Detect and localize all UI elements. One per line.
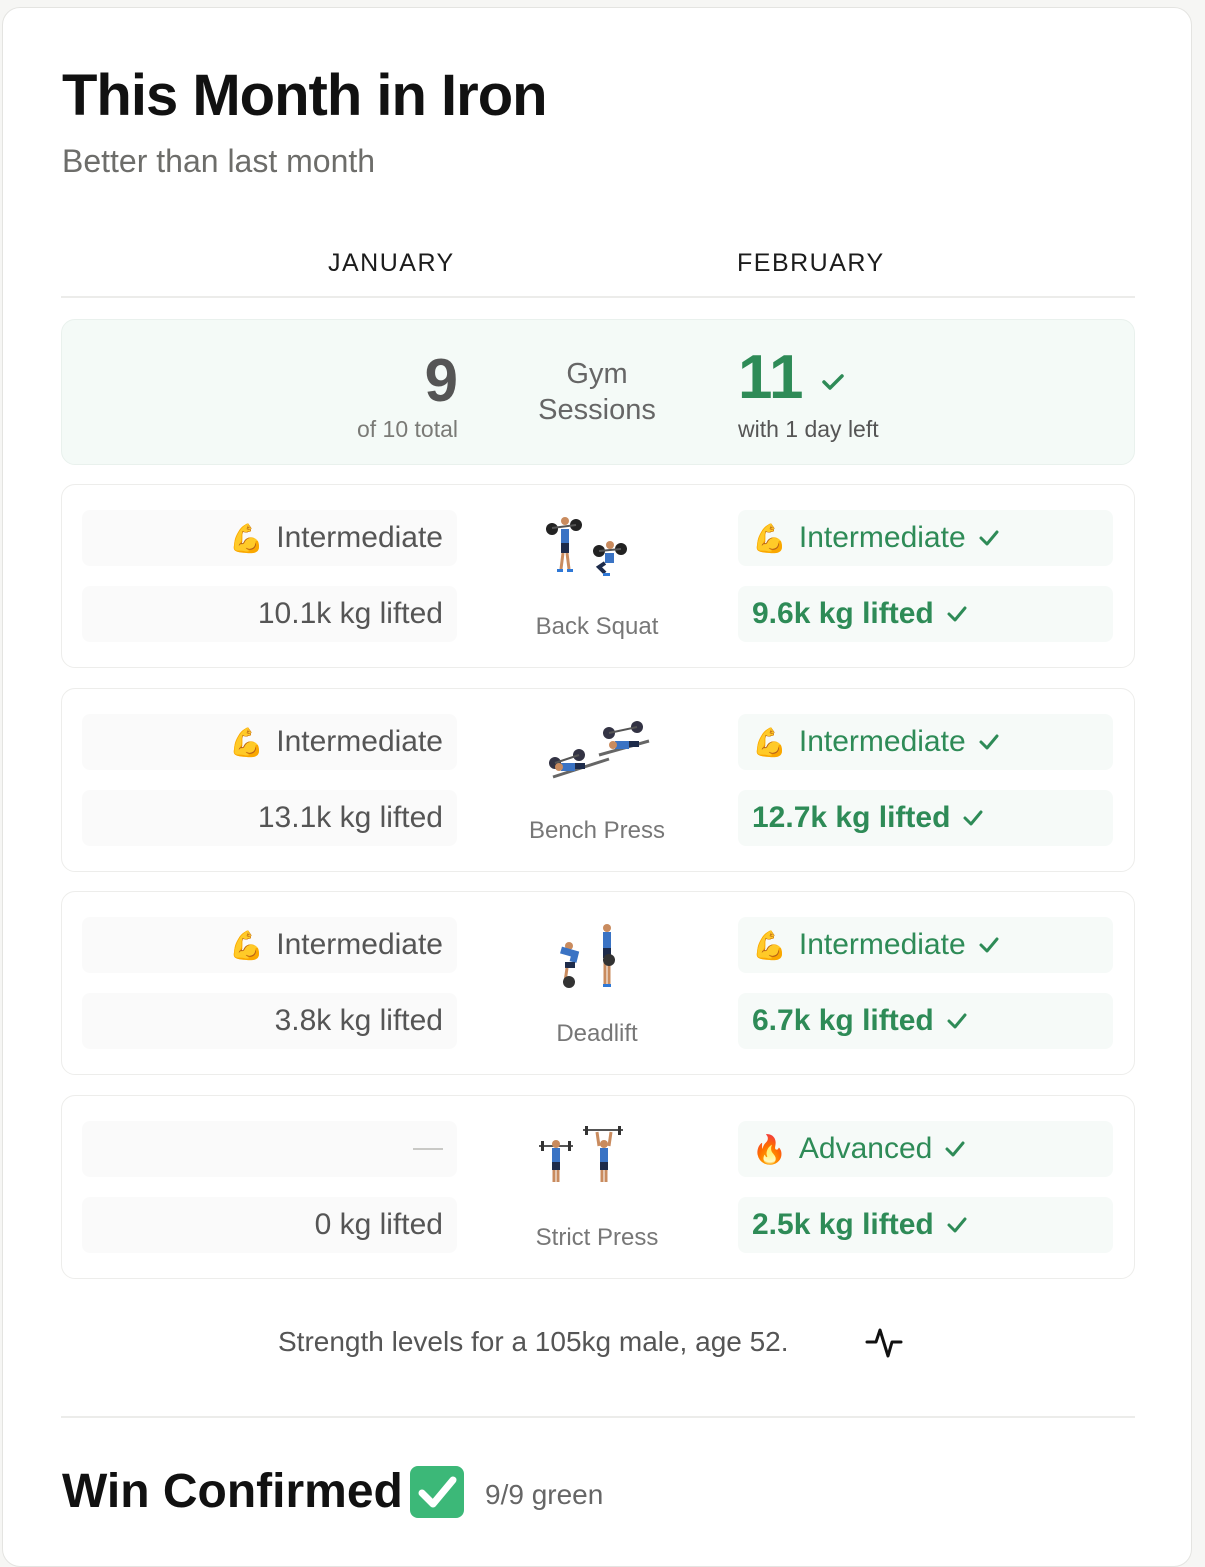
january-sessions-total: of 10 total xyxy=(356,416,458,442)
february-level xyxy=(738,714,1113,770)
exercise-name: Back Squat xyxy=(535,613,659,640)
strength-levels-note: Strength levels for a 105kg male, age 52. xyxy=(278,1326,789,1357)
exercise-name: Strict Press xyxy=(535,1224,659,1251)
page-subtitle: Better than last month xyxy=(62,143,376,179)
flexed-biceps-icon: 💪 xyxy=(229,522,265,554)
level-label: Intermediate xyxy=(798,725,966,758)
lifted-value: 9.6k kg lifted xyxy=(752,597,934,630)
flexed-biceps-icon: 💪 xyxy=(229,929,265,961)
level-label: Intermediate xyxy=(276,928,443,961)
january-level xyxy=(82,510,457,566)
february-lifted xyxy=(738,1197,1113,1253)
check-icon xyxy=(944,1138,966,1160)
check-icon xyxy=(946,1010,968,1032)
bench-press-icon xyxy=(539,719,659,789)
january-sessions-count: 9 xyxy=(424,347,458,414)
january-lifted: 0 kg lifted xyxy=(82,1197,457,1253)
level-label: Intermediate xyxy=(276,725,443,758)
header-divider xyxy=(61,296,1135,298)
january-level xyxy=(82,917,457,973)
exercise-row-back-squat xyxy=(61,484,1135,668)
check-icon xyxy=(978,527,1000,549)
activity-pulse-icon[interactable] xyxy=(864,1322,904,1362)
strict-press-icon xyxy=(539,1126,659,1196)
win-title: Win Confirmed xyxy=(62,1465,403,1518)
exercise-row-deadlift xyxy=(61,891,1135,1075)
february-lifted xyxy=(738,586,1113,642)
check-icon xyxy=(946,1214,968,1236)
check-icon xyxy=(819,368,847,396)
january-lifted: 10.1k kg lifted xyxy=(82,586,457,642)
gym-sessions-label xyxy=(517,356,677,428)
february-level xyxy=(738,917,1113,973)
empty-dash xyxy=(413,1148,443,1150)
level-label: Advanced xyxy=(798,1132,933,1165)
lifted-value: 2.5k kg lifted xyxy=(752,1208,934,1241)
gym-sessions-label-line1: Gym xyxy=(566,358,628,390)
flexed-biceps-icon: 💪 xyxy=(752,929,787,961)
exercise-name: Deadlift xyxy=(556,1020,638,1047)
page-title: This Month in Iron xyxy=(62,63,547,128)
flexed-biceps-icon: 💪 xyxy=(752,726,787,758)
exercise-row-strict-press xyxy=(61,1095,1135,1279)
level-label: Intermediate xyxy=(276,521,443,554)
january-lifted: 3.8k kg lifted xyxy=(82,993,457,1049)
footer-divider xyxy=(61,1416,1135,1418)
win-count: 9/9 green xyxy=(485,1479,604,1510)
fire-icon: 🔥 xyxy=(752,1133,787,1165)
check-mark-icon xyxy=(410,1466,464,1518)
february-level xyxy=(738,510,1113,566)
february-sessions-count: 11 xyxy=(738,343,804,412)
exercise-row-bench-press xyxy=(61,688,1135,872)
gym-sessions-label-line2: Sessions xyxy=(538,394,656,426)
flexed-biceps-icon: 💪 xyxy=(752,522,787,554)
check-mark-button-icon xyxy=(410,1466,464,1518)
february-lifted xyxy=(738,993,1113,1049)
gym-sessions-row xyxy=(61,319,1135,465)
flexed-biceps-icon: 💪 xyxy=(229,726,265,758)
lifted-value: 6.7k kg lifted xyxy=(752,1004,934,1037)
lifted-value: 12.7k kg lifted xyxy=(752,801,951,834)
check-icon xyxy=(946,603,968,625)
level-label: Intermediate xyxy=(798,521,966,554)
month-header-january: JANUARY xyxy=(328,249,455,277)
back-squat-icon xyxy=(539,515,659,585)
january-lifted: 13.1k kg lifted xyxy=(82,790,457,846)
february-lifted xyxy=(738,790,1113,846)
check-icon xyxy=(978,731,1000,753)
exercise-name: Bench Press xyxy=(528,817,666,844)
january-level xyxy=(82,714,457,770)
february-sessions-remaining: with 1 day left xyxy=(738,416,879,442)
check-icon xyxy=(962,807,984,829)
deadlift-icon xyxy=(539,922,659,992)
february-level xyxy=(738,1121,1113,1177)
level-label: Intermediate xyxy=(798,928,966,961)
check-icon xyxy=(978,934,1000,956)
january-level-empty xyxy=(82,1121,457,1177)
month-header-february: FEBRUARY xyxy=(737,249,885,277)
